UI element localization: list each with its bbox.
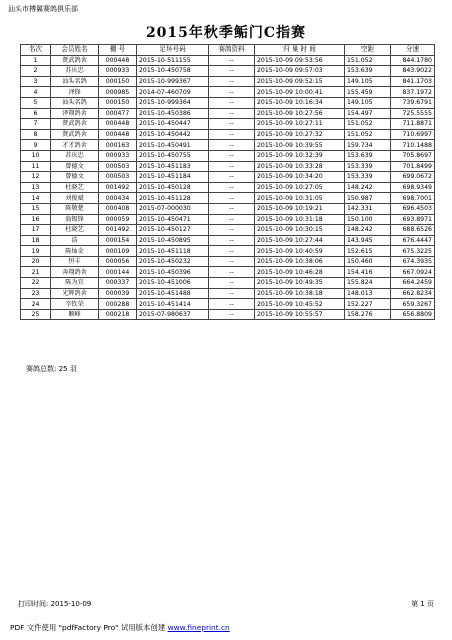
table-cell: -- bbox=[209, 182, 255, 193]
table-row bbox=[21, 203, 435, 214]
table-cell: 2015-10-450442 bbox=[137, 129, 209, 140]
table-cell: 22 bbox=[21, 278, 51, 289]
table-cell: 2015-10-09 09:52:15 bbox=[255, 76, 345, 87]
table-cell: -- bbox=[209, 309, 255, 320]
table-cell: -- bbox=[209, 172, 255, 183]
table-cell: 曾德文 bbox=[51, 161, 99, 172]
table-cell: 顺峰 bbox=[51, 309, 99, 320]
table-cell: 2015-10-450128 bbox=[137, 182, 209, 193]
table-row bbox=[21, 66, 435, 77]
table-cell: 142.331 bbox=[345, 203, 391, 214]
table-cell: 2015-10-09 10:30:15 bbox=[255, 225, 345, 236]
table-cell: 2015-10-09 10:55:57 bbox=[255, 309, 345, 320]
table-cell: 154.416 bbox=[345, 267, 391, 278]
table-cell: 泽锋 bbox=[51, 87, 99, 98]
table-cell: 2015-10-451414 bbox=[137, 299, 209, 310]
table-cell: 2015-10-09 10:27:32 bbox=[255, 129, 345, 140]
table-body bbox=[21, 55, 435, 320]
table-cell: 2015-10-09 10:27:56 bbox=[255, 108, 345, 119]
table-row bbox=[21, 225, 435, 236]
table-cell: 149.105 bbox=[345, 97, 391, 108]
table-cell: 000056 bbox=[99, 256, 137, 267]
table-row bbox=[21, 235, 435, 246]
table-cell: -- bbox=[209, 161, 255, 172]
table-row bbox=[21, 140, 435, 151]
table-cell: 000288 bbox=[99, 299, 137, 310]
table-row bbox=[21, 246, 435, 257]
table-cell: 000150 bbox=[99, 76, 137, 87]
table-cell: 698.7001 bbox=[391, 193, 435, 204]
table-row bbox=[21, 87, 435, 98]
table-cell: 674.3935 bbox=[391, 256, 435, 267]
table-row bbox=[21, 288, 435, 299]
table-cell: 000448 bbox=[99, 55, 137, 66]
pdf-footer-text: PDF 文件使用 "pdfFactory Pro" 试用版本创建 bbox=[10, 623, 168, 632]
table-cell: 14 bbox=[21, 193, 51, 204]
table-cell: 5 bbox=[21, 97, 51, 108]
table-cell: 2015-10-09 10:31:18 bbox=[255, 214, 345, 225]
table-cell: 2015-10-09 10:49:35 bbox=[255, 278, 345, 289]
table-cell: 837.1972 bbox=[391, 87, 435, 98]
table-cell: 2015-10-09 10:40:59 bbox=[255, 246, 345, 257]
table-cell: 2015-07-980637 bbox=[137, 309, 209, 320]
table-cell: 2015-10-451006 bbox=[137, 278, 209, 289]
table-row bbox=[21, 267, 435, 278]
table-cell: 杜晓艺 bbox=[51, 182, 99, 193]
table-cell: 675.3225 bbox=[391, 246, 435, 257]
table-cell: 699.0672 bbox=[391, 172, 435, 183]
table-cell: 泽翔鸽舍 bbox=[51, 108, 99, 119]
table-cell: 000109 bbox=[99, 246, 137, 257]
table-cell: 2015-10-450471 bbox=[137, 214, 209, 225]
table-cell: 2015-10-450232 bbox=[137, 256, 209, 267]
table-cell: 000448 bbox=[99, 119, 137, 130]
table-cell: 贤武鸽舍 bbox=[51, 129, 99, 140]
table-cell: 2015-10-450755 bbox=[137, 150, 209, 161]
table-cell: 17 bbox=[21, 225, 51, 236]
table-cell: 10 bbox=[21, 150, 51, 161]
table-cell: 2015-10-09 10:31:05 bbox=[255, 193, 345, 204]
table-cell: 2015-10-09 09:53:56 bbox=[255, 55, 345, 66]
results-table bbox=[20, 44, 435, 320]
table-cell: 158.276 bbox=[345, 309, 391, 320]
table-cell: 150.987 bbox=[345, 193, 391, 204]
table-cell: 667.0924 bbox=[391, 267, 435, 278]
table-cell: 2015-10-451488 bbox=[137, 288, 209, 299]
table-cell: 2015-10-09 10:45:52 bbox=[255, 299, 345, 310]
table-cell: 153.639 bbox=[345, 66, 391, 77]
table-cell: 2015-07-000030 bbox=[137, 203, 209, 214]
table-row bbox=[21, 172, 435, 183]
club-name: 汕头市搏翼赛鸽俱乐部 bbox=[8, 5, 78, 13]
table-cell: 154.497 bbox=[345, 108, 391, 119]
table-cell: 688.6526 bbox=[391, 225, 435, 236]
page-title: 2015年秋季鲘门C指赛 bbox=[145, 25, 307, 41]
table-row bbox=[21, 55, 435, 66]
table-cell: 664.2459 bbox=[391, 278, 435, 289]
table-cell: -- bbox=[209, 119, 255, 130]
table-cell: 陈灿金 bbox=[51, 246, 99, 257]
table-cell: 25 bbox=[21, 309, 51, 320]
table-cell: -- bbox=[209, 66, 255, 77]
table-cell: 000337 bbox=[99, 278, 137, 289]
table-cell: 杜晓艺 bbox=[51, 225, 99, 236]
table-cell: 151.052 bbox=[345, 129, 391, 140]
table-cell: -- bbox=[209, 140, 255, 151]
table-cell: 152.615 bbox=[345, 246, 391, 257]
table-cell: 2015-10-09 10:16:34 bbox=[255, 97, 345, 108]
table-cell: 705.8697 bbox=[391, 150, 435, 161]
column-header: 赛鸽资料 bbox=[209, 45, 255, 56]
table-cell: 000144 bbox=[99, 267, 137, 278]
table-cell: 16 bbox=[21, 214, 51, 225]
table-cell: 3 bbox=[21, 76, 51, 87]
table-cell: 676.4447 bbox=[391, 235, 435, 246]
table-cell: -- bbox=[209, 288, 255, 299]
table-cell: -- bbox=[209, 129, 255, 140]
column-header: 足环号码 bbox=[137, 45, 209, 56]
table-cell: 1 bbox=[21, 55, 51, 66]
table-row bbox=[21, 108, 435, 119]
table-cell: 001492 bbox=[99, 182, 137, 193]
table-cell: 000933 bbox=[99, 150, 137, 161]
table-cell: 11 bbox=[21, 161, 51, 172]
table-cell: 148.242 bbox=[345, 225, 391, 236]
table-cell: 苏庆忠 bbox=[51, 150, 99, 161]
table-cell: 陈为宜 bbox=[51, 278, 99, 289]
table-cell: 2015-10-09 10:27:05 bbox=[255, 182, 345, 193]
table-cell: -- bbox=[209, 150, 255, 161]
table-cell: 149.105 bbox=[345, 76, 391, 87]
table-cell: -- bbox=[209, 55, 255, 66]
table-cell: 725.5555 bbox=[391, 108, 435, 119]
table-cell: 恒丰 bbox=[51, 256, 99, 267]
table-row bbox=[21, 129, 435, 140]
table-cell: 刘俊斌 bbox=[51, 193, 99, 204]
table-cell: 739.6791 bbox=[391, 97, 435, 108]
table-cell: 000163 bbox=[99, 140, 137, 151]
column-header: 会员姓名 bbox=[51, 45, 99, 56]
table-row bbox=[21, 193, 435, 204]
table-cell: -- bbox=[209, 235, 255, 246]
table-cell: -- bbox=[209, 214, 255, 225]
column-header: 分速 bbox=[391, 45, 435, 56]
table-cell: 2015-10-999367 bbox=[137, 76, 209, 87]
table-cell: -- bbox=[209, 108, 255, 119]
table-cell: -- bbox=[209, 299, 255, 310]
table-cell: 2015-10-09 10:32:39 bbox=[255, 150, 345, 161]
table-cell: 2015-10-09 10:38:06 bbox=[255, 256, 345, 267]
table-cell: 153.339 bbox=[345, 161, 391, 172]
table-cell: 贤武鸽舍 bbox=[51, 55, 99, 66]
table-cell: 000477 bbox=[99, 108, 137, 119]
table-cell: 才才鸽舍 bbox=[51, 140, 99, 151]
table-cell: 710.1488 bbox=[391, 140, 435, 151]
table-cell: 000503 bbox=[99, 172, 137, 183]
table-cell: 698.9349 bbox=[391, 182, 435, 193]
table-cell: -- bbox=[209, 246, 255, 257]
table-cell: 150.100 bbox=[345, 214, 391, 225]
table-cell: 2 bbox=[21, 66, 51, 77]
table-cell: -- bbox=[209, 193, 255, 204]
table-cell: 6 bbox=[21, 108, 51, 119]
total-count: 赛鸽总数: 25 羽 bbox=[26, 365, 77, 373]
print-time: 打印时间: 2015-10-09 bbox=[18, 600, 92, 608]
table-cell: 000985 bbox=[99, 87, 137, 98]
table-cell: 155.824 bbox=[345, 278, 391, 289]
table-cell: 000408 bbox=[99, 203, 137, 214]
table-cell: 2015-10-999364 bbox=[137, 97, 209, 108]
table-cell: 143.945 bbox=[345, 235, 391, 246]
table-cell: 2015-10-09 10:00:41 bbox=[255, 87, 345, 98]
table-cell: 000218 bbox=[99, 309, 137, 320]
table-cell: 苏庆忠 bbox=[51, 66, 99, 77]
table-cell: -- bbox=[209, 203, 255, 214]
table-cell: 20 bbox=[21, 256, 51, 267]
table-cell: 15 bbox=[21, 203, 51, 214]
table-cell: 2015-10-09 09:57:03 bbox=[255, 66, 345, 77]
column-header: 空距 bbox=[345, 45, 391, 56]
table-cell: 843.9022 bbox=[391, 66, 435, 77]
table-cell: 8 bbox=[21, 129, 51, 140]
table-row bbox=[21, 309, 435, 320]
table-cell: 711.8871 bbox=[391, 119, 435, 130]
table-cell: 汕头名鸽 bbox=[51, 97, 99, 108]
table-cell: 4 bbox=[21, 87, 51, 98]
table-cell: 19 bbox=[21, 246, 51, 257]
column-header: 归 巢 时 间 bbox=[255, 45, 345, 56]
table-cell: 2014-07-460709 bbox=[137, 87, 209, 98]
column-header: 棚 号 bbox=[99, 45, 137, 56]
table-row bbox=[21, 119, 435, 130]
table-row bbox=[21, 150, 435, 161]
table-cell: 844.1780 bbox=[391, 55, 435, 66]
table-cell: 153.639 bbox=[345, 150, 391, 161]
table-cell: 2015-10-450447 bbox=[137, 119, 209, 130]
table-cell: 2015-10-450895 bbox=[137, 235, 209, 246]
table-cell: 659.3267 bbox=[391, 299, 435, 310]
table-cell: 7 bbox=[21, 119, 51, 130]
table-cell: 000933 bbox=[99, 66, 137, 77]
table-cell: 656.8809 bbox=[391, 309, 435, 320]
table-cell: 151.052 bbox=[345, 119, 391, 130]
table-cell: 浩 bbox=[51, 235, 99, 246]
table-cell: -- bbox=[209, 256, 255, 267]
table-cell: 24 bbox=[21, 299, 51, 310]
table-cell: -- bbox=[209, 225, 255, 236]
table-cell: 12 bbox=[21, 172, 51, 183]
table-cell: 000434 bbox=[99, 193, 137, 204]
table-cell: 2015-10-09 10:38:18 bbox=[255, 288, 345, 299]
fineprint-link[interactable]: www.fineprint.cn bbox=[167, 623, 230, 632]
table-row bbox=[21, 214, 435, 225]
table-cell: 710.6997 bbox=[391, 129, 435, 140]
table-cell: 2015-10-450396 bbox=[137, 267, 209, 278]
table-cell: -- bbox=[209, 278, 255, 289]
table-cell: 662.8234 bbox=[391, 288, 435, 299]
table-cell: 150.460 bbox=[345, 256, 391, 267]
table-cell: 2015-10-09 10:19:21 bbox=[255, 203, 345, 214]
table-cell: 2015-10-450758 bbox=[137, 66, 209, 77]
table-row bbox=[21, 256, 435, 267]
table-cell: 2015-10-451184 bbox=[137, 172, 209, 183]
table-cell: 153.339 bbox=[345, 172, 391, 183]
table-cell: 701.8499 bbox=[391, 161, 435, 172]
table-cell: 693.8971 bbox=[391, 214, 435, 225]
table-cell: -- bbox=[209, 87, 255, 98]
table-cell: 2015-10-09 10:46:28 bbox=[255, 267, 345, 278]
table-cell: 曾德文 bbox=[51, 172, 99, 183]
table-cell: 2015-10-511155 bbox=[137, 55, 209, 66]
table-header-row bbox=[21, 45, 435, 56]
table-cell: 000154 bbox=[99, 235, 137, 246]
table-cell: 2015-10-451183 bbox=[137, 161, 209, 172]
table-cell: 152.227 bbox=[345, 299, 391, 310]
table-cell: 9 bbox=[21, 140, 51, 151]
page-number: 第 1 页 bbox=[411, 600, 434, 608]
table-cell: 陈敬楚 bbox=[51, 203, 99, 214]
table-cell: 155.459 bbox=[345, 87, 391, 98]
table-cell: 2015-10-09 10:34:20 bbox=[255, 172, 345, 183]
table-cell: 2015-10-451128 bbox=[137, 193, 209, 204]
table-row bbox=[21, 278, 435, 289]
table-cell: 148.242 bbox=[345, 182, 391, 193]
table-cell: 2015-10-09 10:27:11 bbox=[255, 119, 345, 130]
table-cell: 000039 bbox=[99, 288, 137, 299]
table-cell: -- bbox=[209, 267, 255, 278]
table-row bbox=[21, 161, 435, 172]
table-cell: 贤武鸽舍 bbox=[51, 119, 99, 130]
table-cell: 000150 bbox=[99, 97, 137, 108]
table-cell: 000503 bbox=[99, 161, 137, 172]
table-cell: -- bbox=[209, 97, 255, 108]
table-cell: 001492 bbox=[99, 225, 137, 236]
table-cell: 2015-10-09 10:33:28 bbox=[255, 161, 345, 172]
table-cell: 18 bbox=[21, 235, 51, 246]
table-cell: 21 bbox=[21, 267, 51, 278]
table-cell: 奔翔鸽舍 bbox=[51, 267, 99, 278]
table-cell: 000059 bbox=[99, 214, 137, 225]
table-cell: 2015-10-451118 bbox=[137, 246, 209, 257]
table-cell: 2015-10-09 10:27:44 bbox=[255, 235, 345, 246]
table-row bbox=[21, 76, 435, 87]
table-cell: 23 bbox=[21, 288, 51, 299]
table-cell: -- bbox=[209, 76, 255, 87]
table-cell: 13 bbox=[21, 182, 51, 193]
table-cell: 148.013 bbox=[345, 288, 391, 299]
table-cell: 841.1703 bbox=[391, 76, 435, 87]
table-cell: 辛钦荣 bbox=[51, 299, 99, 310]
table-cell: 汕头名鸽 bbox=[51, 76, 99, 87]
table-cell: 2015-10-450386 bbox=[137, 108, 209, 119]
column-header: 名次 bbox=[21, 45, 51, 56]
pdf-footer bbox=[10, 622, 230, 633]
table-cell: 2015-10-450127 bbox=[137, 225, 209, 236]
table-cell: 159.734 bbox=[345, 140, 391, 151]
table-row bbox=[21, 97, 435, 108]
table-cell: 000448 bbox=[99, 129, 137, 140]
table-row bbox=[21, 299, 435, 310]
table-cell: 2015-10-450491 bbox=[137, 140, 209, 151]
table-cell: 翁锡锋 bbox=[51, 214, 99, 225]
table-cell: 光辉鸽舍 bbox=[51, 288, 99, 299]
table-cell: 151.052 bbox=[345, 55, 391, 66]
table-row bbox=[21, 182, 435, 193]
table-cell: 2015-10-09 10:39:55 bbox=[255, 140, 345, 151]
table-cell: 696.4503 bbox=[391, 203, 435, 214]
